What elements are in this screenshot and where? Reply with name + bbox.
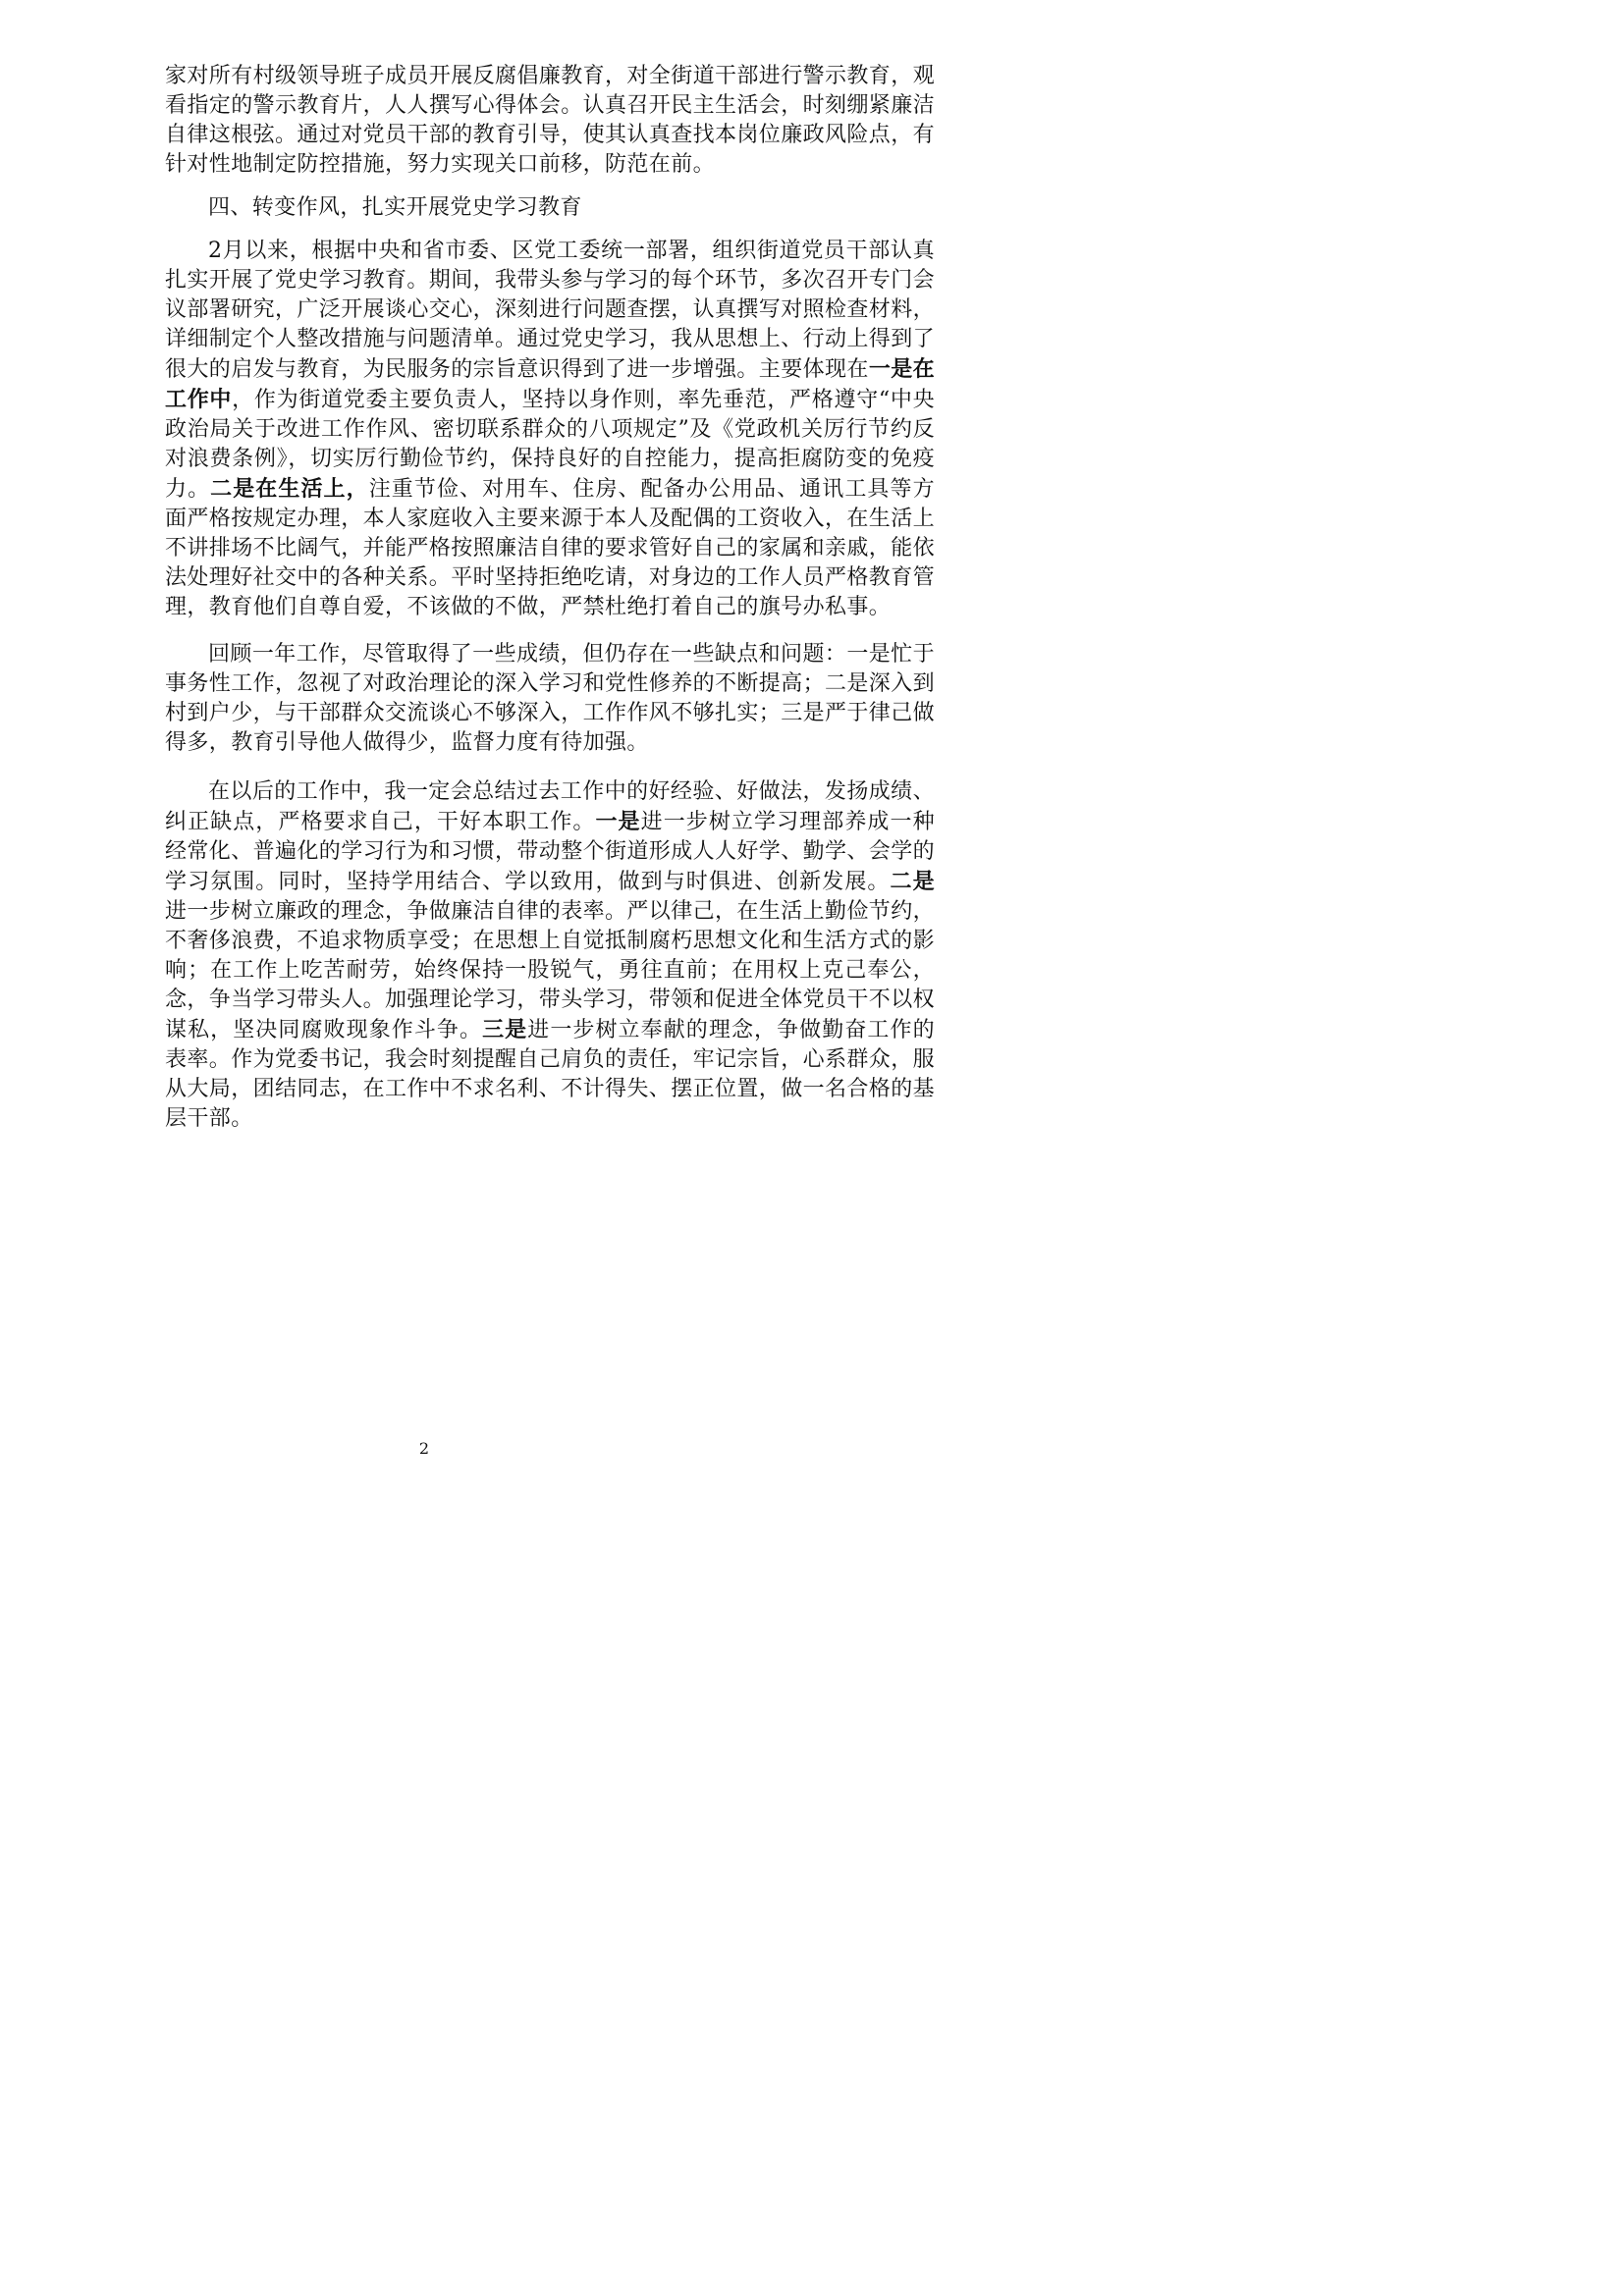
text-run: 进一步树立奉献的理念，争做勤奋工作的表率。作为党委书记，我会时刻提醒自己肩负的责任，牢记宗旨，心系群众，服从大局，团结同志，在工作中不求名利、不计得失、摆正位置，做一名合格的基层干部。 <box>165 1018 936 1131</box>
text-run: 注重节俭、对用车、住房、配备办公用品、通讯工具等方面严格按规定办理，本人家庭收入主要来源于本人及配偶的工资收入，在生活上不讲排场不比阔气，并能严格按照廉洁自律的要求管好自己的家属和亲戚，能依法处理好社交中的各种关系。平时坚持拒绝吃请，对身边的工作人员严格教育管理，教育他们自尊自爱，不该做的不做，严禁杜绝打着自己的旗号办私事。 <box>165 477 936 619</box>
text-run: 2月以来，根据中央和省市委、区党工委统一部署，组织街道党员干部认真扎实开展了党史学习教育。期间，我带头参与学习的每个环节，多次召开专门会议部署研究，广泛开展谈心交心，深刻进行问题查摆，认真撰写对照检查材料，详细制定个人整改措施与问题清单。通过党史学习，我从思想上、行动上得到了很大的启发与教育，为民服务的宗旨意识得到了进一步增强。主要体现在 <box>165 239 936 382</box>
page-number: 2 <box>418 1439 430 1458</box>
emphasis-third: 三是 <box>482 1017 528 1042</box>
paragraph-future-work <box>165 777 935 1134</box>
text-run: 进一步树立廉政的理念，争做廉洁自律的表率。严以律己，在生活上勤俭节约，不奢侈浪费，不追求物质享受；在思想上自觉抵制腐朽思想文化和生活方式的影响；在工作上吃苦耐劳，始终保持一股锐气，勇往直前；在用权上克己奉公，念，争当学习带头人。加强理论学习，带头学习，带领和促进全体党员干不以权谋私，坚决同腐败现象作斗争。 <box>165 899 936 1042</box>
emphasis-at-work: 一是在工作中 <box>165 356 936 412</box>
section-heading-party-history: 四、转变作风，扎实开展党史学习教育 <box>208 195 582 220</box>
paragraph-party-history-study <box>165 237 935 622</box>
text-run: 进一步树立学习理部养成一种经常化、普遍化的学习行为和习惯，带动整个街道形成人人好学、勤学、会学的学习氛围。同时，坚持学用结合、学以致用，做到与时俱进、创新发展。 <box>165 810 936 894</box>
text-run: ，作为街道党委主要负责人，坚持以身作则，率先垂范，严格遵守“中央政治局关于改进工作作风、密切联系群众的八项规定”及《党政机关厉行节约反对浪费条例》，切实厉行勤俭节约，保持良好的自控能力，提高拒腐防变的免疫力。 <box>165 388 935 502</box>
emphasis-in-life: 二是在生活上， <box>210 476 369 502</box>
document-page <box>0 0 1083 1530</box>
paragraph-anti-corruption-education: 家对所有村级领导班子成员开展反腐倡廉教育，对全街道干部进行警示教育，观看指定的警示教育片，人人撰写心得体会。认真召开民主生活会，时刻绷紧廉洁自律这根弦。通过对党员干部的教育引导，使其认真查找本岗位廉政风险点，有针对性地制定防控措施，努力实现关口前移，防范在前。 <box>165 64 936 177</box>
text-run: 在以后的工作中，我一定会总结过去工作中的好经验、好做法，发扬成绩、纠正缺点，严格要求自己，干好本职工作。 <box>165 779 935 834</box>
emphasis-second: 二是 <box>890 869 935 894</box>
document-body <box>165 62 935 1134</box>
emphasis-first: 一是 <box>595 809 641 834</box>
paragraph-shortcomings: 回顾一年工作，尽管取得了一些成绩，但仍存在一些缺点和问题：一是忙于事务性工作，忽视了对政治理论的深入学习和党性修养的不断提高；二是深入到村到户少，与干部群众交流谈心不够深入，工作作风不够扎实；三是严于律己做得多，教育引导他人做得少，监督力度有待加强。 <box>165 642 936 755</box>
